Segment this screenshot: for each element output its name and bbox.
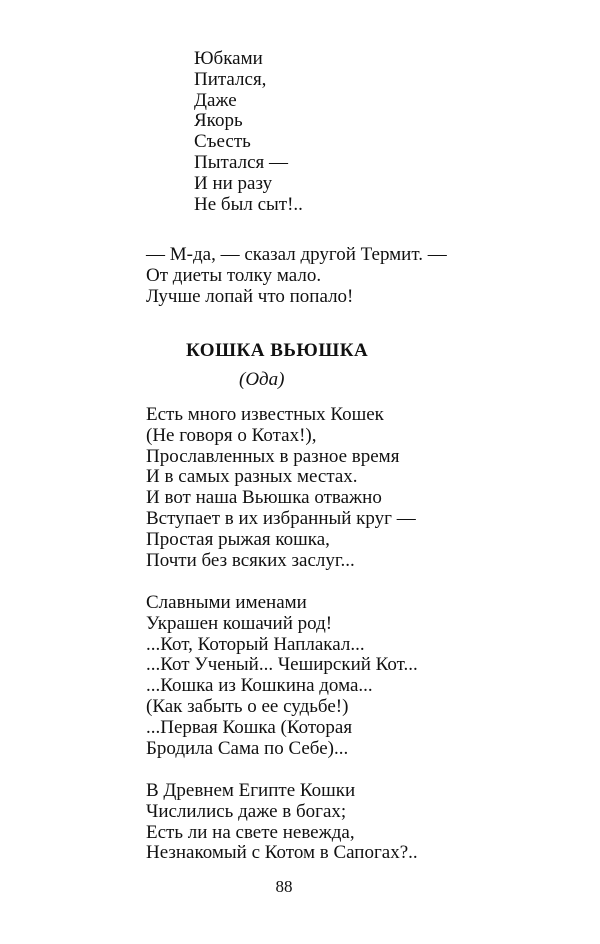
verse-line: Бродила Сама по Себе)... xyxy=(146,737,349,759)
verse-line: Не был сыт!.. xyxy=(194,193,303,215)
verse-line: (Как забыть о ее судьбе!) xyxy=(146,695,349,717)
verse-line: И в самых разных местах. xyxy=(146,466,358,488)
verse-line: Пытался — xyxy=(194,151,289,173)
verse-line: И вот наша Вьюшка отважно xyxy=(146,487,382,509)
verse-line: Даже xyxy=(194,89,237,111)
verse-line: Есть ли на свете невежда, xyxy=(146,821,355,843)
verse-line: (Не говоря о Котах!), xyxy=(146,424,317,446)
poem-ending-stanza-1 xyxy=(194,49,303,215)
verse-line: Вступает в их избранный круг — xyxy=(146,507,416,529)
poem-stanza-1 xyxy=(146,405,416,571)
verse-line: Числились даже в богах; xyxy=(146,800,347,822)
page-number: 88 xyxy=(275,877,293,896)
verse-line: От диеты толку мало. xyxy=(146,264,322,286)
poem-stanza-3 xyxy=(146,781,418,864)
verse-line: Съесть xyxy=(194,131,251,153)
verse-line: ...Первая Кошка (Которая xyxy=(146,716,353,738)
verse-line: Юбками xyxy=(194,48,263,69)
verse-line: Питался, xyxy=(194,68,267,90)
verse-line: ...Кот, Который Наплакал... xyxy=(146,633,365,655)
verse-line: ...Кошка из Кошкина дома... xyxy=(146,675,373,697)
verse-line: Славными именами xyxy=(146,592,307,613)
verse-line: В Древнем Египте Кошки xyxy=(146,780,356,801)
poem-ending-stanza-2 xyxy=(146,245,447,307)
poem-subtitle: (Ода) xyxy=(239,369,285,390)
verse-line: Прославленных в разное время xyxy=(146,445,400,467)
verse-line: ...Кот Ученый... Чеширский Кот... xyxy=(146,654,418,676)
poem-title: КОШКА ВЬЮШКА xyxy=(186,340,369,361)
verse-line: И ни разу xyxy=(194,172,273,194)
verse-line: — М-да, — сказал другой Термит. — xyxy=(146,244,447,265)
verse-line: Простая рыжая кошка, xyxy=(146,528,330,550)
verse-line: Якорь xyxy=(194,110,243,132)
verse-line: Есть много известных Кошек xyxy=(146,404,384,425)
verse-line: Почти без всяких заслуг... xyxy=(146,549,355,571)
verse-line: Украшен кошачий род! xyxy=(146,612,333,634)
verse-line: Незнакомый с Котом в Сапогах?.. xyxy=(146,842,418,864)
poem-stanza-2 xyxy=(146,593,418,759)
verse-line: Лучше лопай что попало! xyxy=(146,285,354,307)
